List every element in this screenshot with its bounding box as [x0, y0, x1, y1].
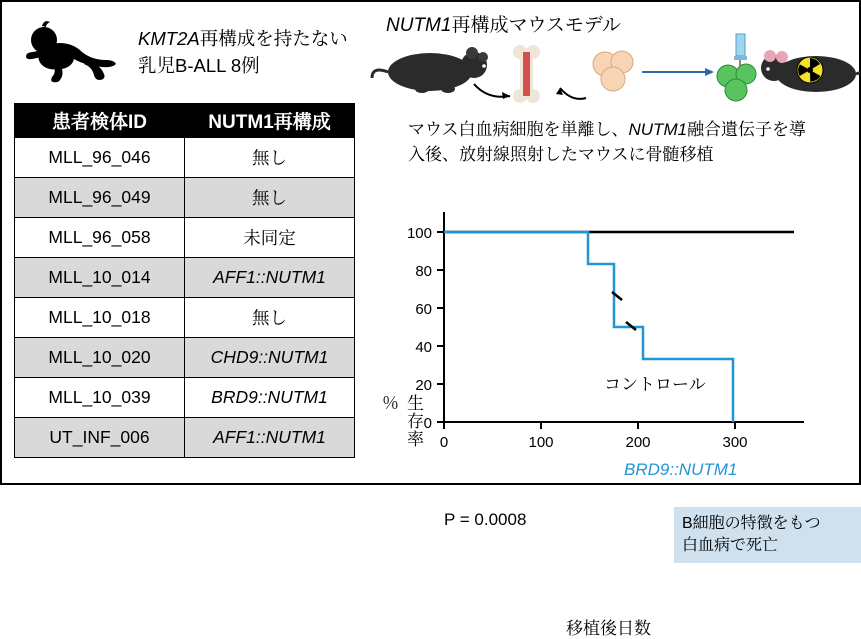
- death-annotation-line2: 白血病で死亡: [682, 536, 779, 554]
- patient-table: [14, 103, 355, 458]
- svg-text:100: 100: [406, 225, 432, 242]
- death-annotation-box: [674, 507, 861, 563]
- p-value-label: P = 0.0008: [444, 510, 527, 529]
- table-row: [15, 258, 355, 298]
- survival-chart: [374, 172, 860, 638]
- left-heading-rest: 再構成を持たない: [199, 28, 348, 49]
- cell-nutm1-rearrangement: AFF1::NUTM1: [185, 418, 355, 458]
- svg-text:20: 20: [415, 377, 432, 394]
- svg-text:300: 300: [722, 434, 748, 451]
- left-heading: [138, 26, 358, 80]
- mouse-icon: [372, 47, 488, 93]
- right-panel: [364, 2, 861, 638]
- svg-text:200: 200: [625, 434, 651, 451]
- table-row: [15, 338, 355, 378]
- mouse-model-title-rest: 再構成マウスモデル: [451, 15, 621, 36]
- cell-nutm1-rearrangement: BRD9::NUTM1: [185, 378, 355, 418]
- svg-text:40: 40: [415, 339, 432, 356]
- table-row: [15, 178, 355, 218]
- left-heading-line2: 乳児B-ALL 8例: [138, 54, 260, 76]
- femur-bone-icon: [513, 45, 540, 103]
- svg-text:0: 0: [439, 434, 449, 451]
- svg-text:100: 100: [528, 434, 554, 451]
- cell-nutm1-rearrangement: 無し: [185, 298, 355, 338]
- column-header-patient-id: 患者検体ID: [15, 104, 185, 138]
- cell-patient-id: MLL_10_020: [15, 338, 185, 378]
- left-panel: [10, 8, 358, 476]
- column-header-gene: NUTM1: [208, 112, 274, 133]
- cell-patient-id: UT_INF_006: [15, 418, 185, 458]
- crawling-baby-icon: [16, 20, 126, 90]
- cell-patient-id: MLL_10_014: [15, 258, 185, 298]
- table-row: [15, 378, 355, 418]
- method-text-b: 融合遺伝子を導: [687, 120, 807, 139]
- cell-patient-id: MLL_10_039: [15, 378, 185, 418]
- left-heading-gene: KMT2A: [138, 28, 200, 49]
- cell-patient-id: MLL_10_018: [15, 298, 185, 338]
- experiment-schematic: [370, 32, 860, 110]
- svg-text:0: 0: [423, 415, 432, 432]
- method-text-a: マウス白血病細胞を単離し、: [408, 120, 629, 139]
- cell-nutm1-rearrangement: AFF1::NUTM1: [185, 258, 355, 298]
- cell-patient-id: MLL_96_046: [15, 138, 185, 178]
- table-row: [15, 218, 355, 258]
- method-text-gene: NUTM1: [628, 120, 688, 139]
- cell-cluster-icon: [593, 51, 633, 91]
- svg-text:60: 60: [415, 301, 432, 318]
- method-description: [408, 118, 848, 167]
- x-axis-label: 移植後日数: [566, 619, 651, 638]
- method-text-c: 入後、放射線照射したマウスに骨髄移植: [408, 144, 714, 164]
- death-annotation-line1: B細胞の特徴をもつ: [682, 515, 821, 532]
- cell-patient-id: MLL_96_049: [15, 178, 185, 218]
- cell-nutm1-rearrangement: 無し: [185, 178, 355, 218]
- control-curve-label: コントロール: [604, 375, 706, 394]
- table-row: [15, 298, 355, 338]
- cell-patient-id: MLL_96_058: [15, 218, 185, 258]
- column-header-nutm1-rearrangement: [185, 104, 355, 138]
- column-header-suffix: 再構成: [273, 112, 331, 133]
- cell-nutm1-rearrangement: 無し: [185, 138, 355, 178]
- cell-nutm1-rearrangement: CHD9::NUTM1: [185, 338, 355, 378]
- cell-nutm1-rearrangement: 未同定: [185, 218, 355, 258]
- mouse-model-title-gene: NUTM1: [386, 15, 452, 36]
- table-row: [15, 138, 355, 178]
- table-row: [15, 418, 355, 458]
- brd9-curve-label: BRD9::NUTM1: [624, 460, 738, 479]
- table-header-row: [15, 104, 355, 138]
- gfp-cell-cluster-icon: [717, 64, 756, 101]
- y-axis-label: 生存率 ％: [379, 394, 423, 448]
- svg-text:80: 80: [415, 263, 432, 280]
